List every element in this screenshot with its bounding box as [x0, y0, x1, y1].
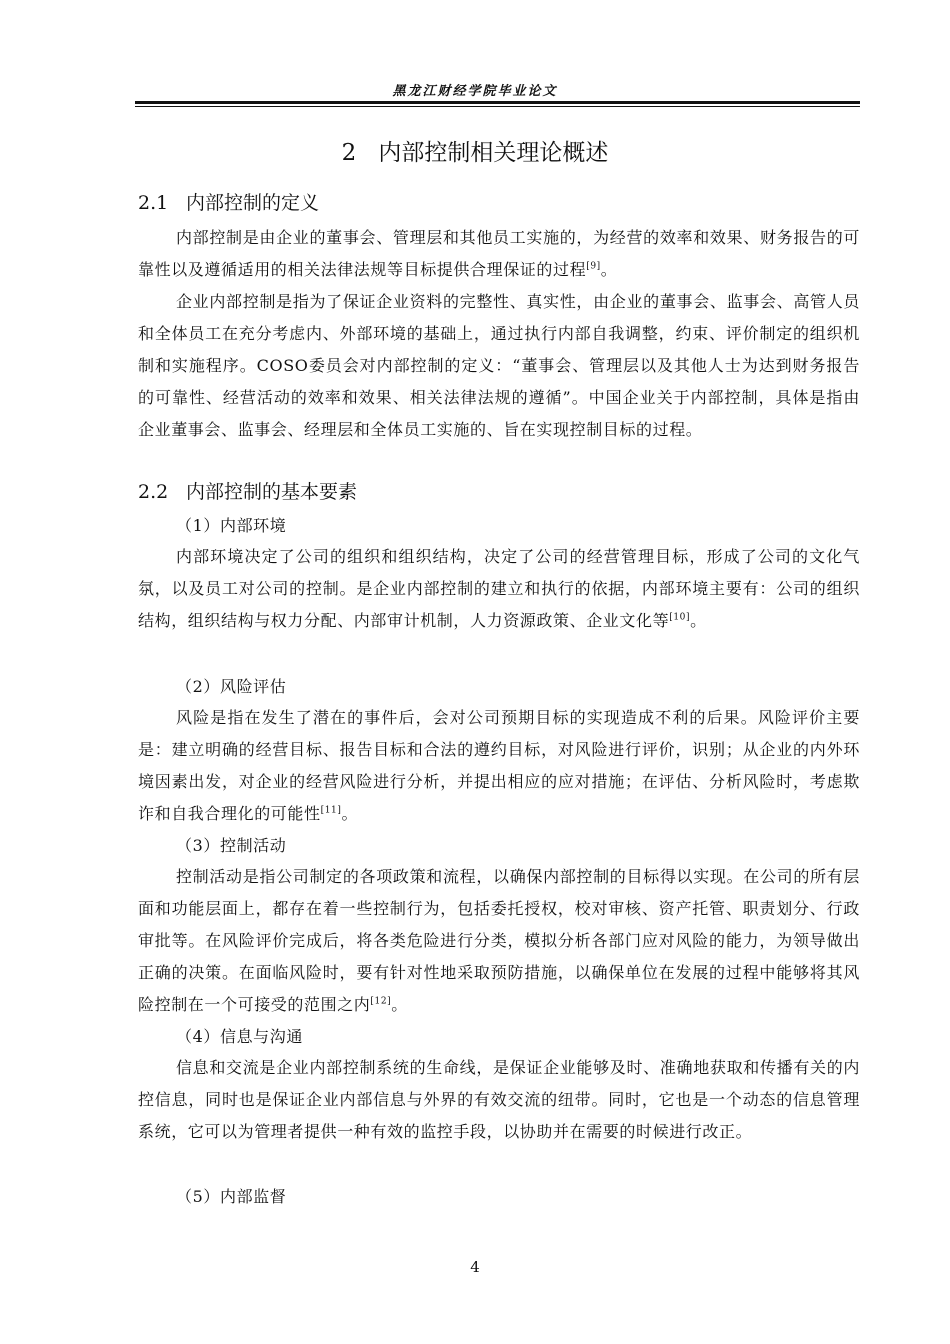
section-heading-2-1	[138, 188, 319, 215]
chapter-number: 2	[341, 140, 357, 166]
paragraph-control-activities	[138, 861, 860, 1021]
paragraph-end: 。	[600, 260, 618, 279]
paragraph-end: 。	[391, 995, 408, 1014]
citation: [10]	[669, 612, 691, 623]
paragraph-text: 内部环境决定了公司的组织和组织结构，决定了公司的经营管理目标，形成了公司的文化气氛，以及员工对公司的控制。是企业内部控制的建立和执行的依据，内部环境主要有：公司的组织结构，组织结构与权力分配、内部审计机制，人力资源政策、企业文化等	[138, 547, 860, 630]
paragraph-end: 。	[341, 804, 359, 823]
citation: [11]	[320, 805, 342, 816]
paragraph-text: 信息和交流是企业内部控制系统的生命线，是保证企业能够及时、准确地获取和传播有关的内控信息，同时也是保证企业内部信息与外界的有效交流的纽带。同时，它也是一个动态的信息管理系统，它可以为管理者提供一种有效的监控手段，以协助并在需要的时候进行改正。	[138, 1058, 860, 1141]
paragraph-text: 内部控制是由企业的董事会、管理层和其他员工实施的，为经营的效率和效果、财务报告的可靠性以及遵循适用的相关法律法规等目标提供合理保证的过程	[138, 228, 860, 279]
subheading-risk-assessment: （2）风险评估	[176, 677, 287, 696]
citation: [12]	[370, 996, 392, 1007]
section-heading-2-2	[138, 477, 357, 504]
paragraph-internal-environment	[138, 541, 860, 637]
subheading-control-activities: （3）控制活动	[176, 836, 287, 855]
subheading-information-communication: （4）信息与沟通	[176, 1027, 303, 1046]
subheading-internal-environment: （1）内部环境	[176, 516, 287, 535]
paragraph-information-communication	[138, 1052, 860, 1148]
section-number: 2.1	[138, 192, 169, 214]
chapter-heading	[0, 134, 950, 167]
section-number: 2.2	[138, 481, 169, 503]
citation: [9]	[586, 261, 601, 272]
subheading-internal-supervision: （5）内部监督	[176, 1187, 287, 1206]
paragraph-text: 风险是指在发生了潜在的事件后，会对公司预期目标的实现造成不利的后果。风险评价主要是：建立明确的经营目标、报告目标和合法的遵约目标，对风险进行评价，识别；从企业的内外环境因素出发，对企业的经营风险进行分析，并提出相应的应对措施；在评估、分析风险时，考虑欺诈和自我合理化的可能性	[138, 708, 860, 823]
paragraph-end: 。	[690, 611, 707, 630]
chapter-title: 内部控制相关理论概述	[378, 140, 609, 166]
page-number: 4	[470, 1258, 480, 1276]
section-title: 内部控制的定义	[186, 192, 320, 214]
header-rule-thin	[135, 106, 860, 107]
running-header: 黑龙江财经学院毕业论文	[392, 84, 558, 99]
paragraph-text: 企业内部控制是指为了保证企业资料的完整性、真实性，由企业的董事会、监事会、高管人员和全体员工在充分考虑内、外部环境的基础上，通过执行内部自我调整，约束、评价制定的组织机制和实施程序。COSO委员会对内部控制的定义：“董事会、管理层以及其他人士为达到财务报告的可靠性、经营活动的效率和效果、相关法律法规的遵循”。中国企业关于内部控制，具体是指由企业董事会、监事会、经理层和全体员工实施的、旨在实现控制目标的过程。	[138, 292, 860, 439]
header-rule-thick	[135, 101, 860, 104]
paragraph-definition-2	[138, 286, 860, 446]
paragraph-definition-1	[138, 222, 860, 286]
section-title: 内部控制的基本要素	[186, 481, 358, 503]
paragraph-text: 控制活动是指公司制定的各项政策和流程，以确保内部控制的目标得以实现。在公司的所有层面和功能层面上，都存在着一些控制行为，包括委托授权，校对审核、资产托管、职责划分、行政审批等。在风险评价完成后，将各类危险进行分类，模拟分析各部门应对风险的能力，为领导做出正确的决策。在面临风险时，要有针对性地采取预防措施，以确保单位在发展的过程中能够将其风险控制在一个可接受的范围之内	[138, 867, 860, 1014]
paragraph-risk-assessment	[138, 702, 860, 830]
